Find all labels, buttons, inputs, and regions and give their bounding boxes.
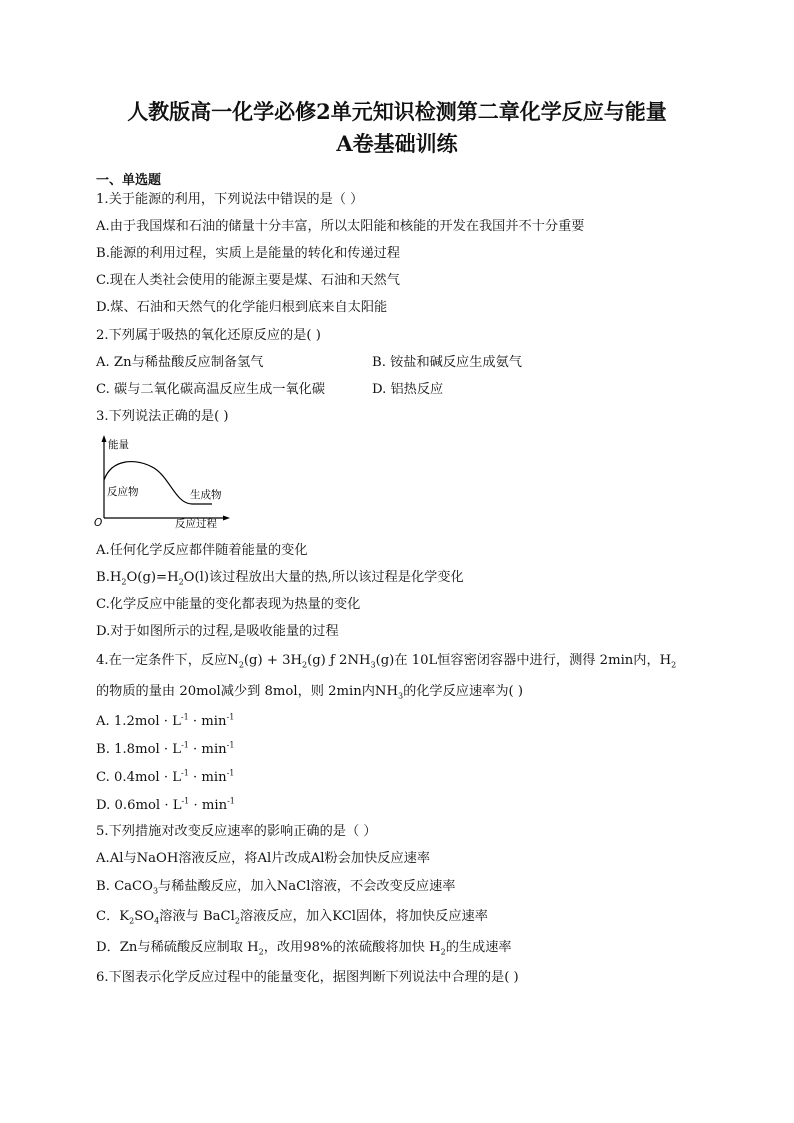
q5-option-d: D．Zn与稀硫酸反应制取 $H_2$，改用98%的浓硫酸将加快 $H_2$的生成速率 — [96, 940, 512, 957]
y-axis-label: 能量 — [108, 439, 129, 451]
q2-option-d: D. 铝热反应 — [372, 382, 444, 397]
x-axis-arrow-icon — [223, 516, 230, 521]
q4-option-d: D. $0.6mol \cdot L^{-1} \cdot \min^{-1}$ — [96, 796, 235, 813]
y-axis-arrow-icon — [102, 435, 107, 442]
reactant-label: 反应物 — [107, 486, 139, 498]
q2-option-b: B. 铵盐和碱反应生成氨气 — [372, 355, 522, 370]
q3-option-a: A.任何化学反应都伴随着能量的变化 — [96, 543, 308, 558]
q1-option-b: B.能源的利用过程，实质上是能量的转化和传递过程 — [96, 246, 401, 261]
document-subtitle: A卷基础训练 — [336, 131, 458, 156]
q5-option-a: A.Al与NaOH溶液反应，将Al片改成Al粉会加快反应速率 — [96, 851, 431, 866]
q3-option-c: C.化学反应中能量的变化都表现为热量的变化 — [96, 597, 361, 612]
energy-diagram — [92, 434, 242, 534]
q2-option-a: A. Zn与稀盐酸反应制备氢气 — [96, 355, 264, 370]
q2-option-c: C. 碳与二氧化碳高温反应生成一氧化碳 — [96, 382, 326, 397]
q4-option-c: C. $0.4mol \cdot L^{-1} \cdot \min^{-1}$ — [96, 768, 235, 785]
product-label: 生成物 — [190, 489, 222, 501]
section-heading: 一、单选题 — [96, 173, 162, 188]
q2-stem: 2.下列属于吸热的氧化还原反应的是( ) — [96, 328, 321, 343]
q3-option-d: D.对于如图所示的过程,是吸收能量的过程 — [96, 624, 339, 639]
q4-option-b: B. $1.8mol \cdot L^{-1} \cdot \min^{-1}$ — [96, 740, 235, 757]
q4-option-a: A. $1.2mol \cdot L^{-1} \cdot \min^{-1}$ — [96, 712, 235, 729]
q1-stem: 1.关于能源的利用，下列说法中错误的是（ ） — [96, 192, 364, 207]
q5-stem: 5.下列措施对改变反应速率的影响正确的是（ ） — [96, 824, 377, 839]
q1-option-d: D.煤、石油和天然气的化学能归根到底来自太阳能 — [96, 300, 388, 315]
q3-option-b: $B.H_2O(g)=H_2O(l)$该过程放出大量的热,所以该过程是化学变化 — [96, 570, 464, 587]
origin-label: O — [94, 517, 103, 529]
x-axis-label: 反应过程 — [175, 518, 217, 530]
q5-option-c: C．$K_2SO_4$溶液与 BaCl$_2$溶液反应，加入KCl固体，将加快反应速率 — [96, 909, 488, 926]
q4-stem-line2: 的物质的量由 20mol减少到 8mol，则 2min内$NH_3$的化学反应速率为( ) — [96, 684, 524, 701]
q6-stem: 6.下图表示化学反应过程中的能量变化，据图判断下列说法中合理的是( ) — [96, 970, 519, 985]
q4-stem-line1: 4.在一定条件下，反应$N_2(g) + 3H_2(g)$ ƒ $2NH_3(g)$在 10L恒容密闭容器中进行，测得 2min内，$H_2$ — [96, 653, 677, 670]
q1-option-a: A.由于我国煤和石油的储量十分丰富，所以太阳能和核能的开发在我国并不十分重要 — [96, 219, 585, 234]
q1-option-c: C.现在人类社会使用的能源主要是煤、石油和天然气 — [96, 273, 400, 288]
q3-stem: 3.下列说法正确的是( ) — [96, 409, 229, 424]
document-title: 人教版高一化学必修2单元知识检测第二章化学反应与能量 — [127, 99, 667, 124]
q5-option-b: B. CaCO$_3$与稀盐酸反应，加入NaCl溶液，不会改变反应速率 — [96, 879, 456, 896]
